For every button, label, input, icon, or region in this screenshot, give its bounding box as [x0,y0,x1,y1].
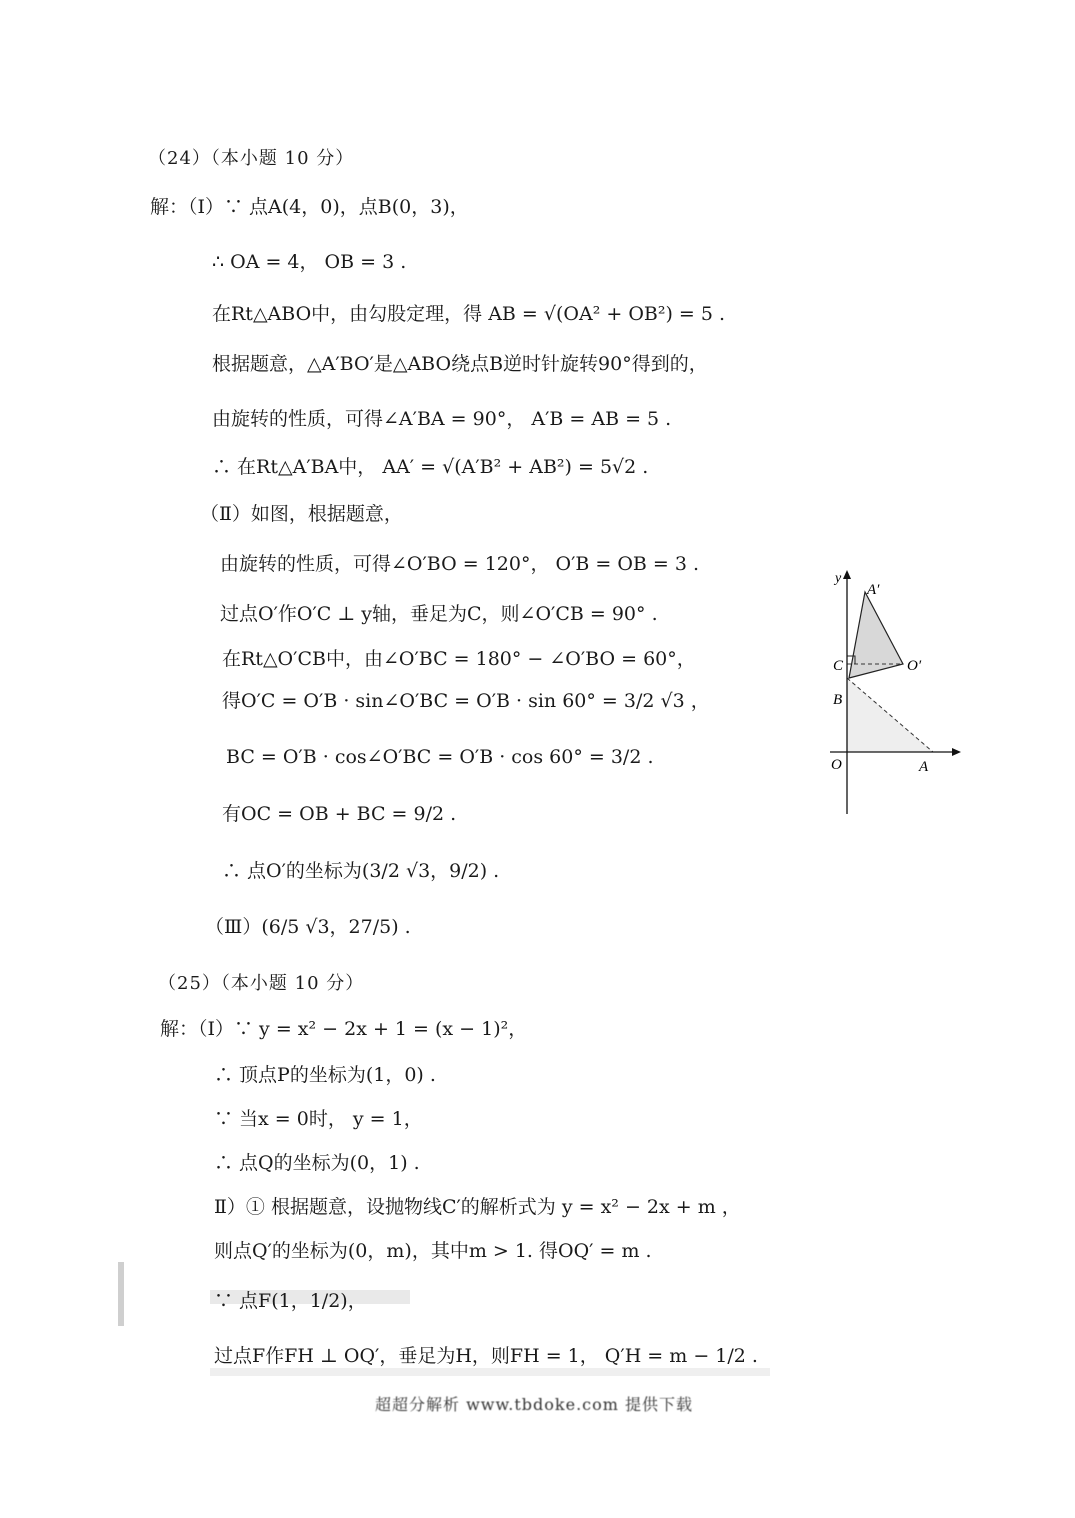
q25-header: （25）（本小题 10 分） [158,973,365,994]
label-a-prime: A′ [867,582,880,598]
q25-line-8: 过点F作FH ⊥ OQ′，垂足为H，则FH = 1， Q′H = m − 1/2 . [214,1345,758,1367]
label-y: y [835,571,842,586]
q25-line-3: ∵ 当x = 0时， y = 1， [214,1108,423,1130]
label-o: O [831,757,842,773]
label-a: A [919,759,929,775]
q25-line-7: ∵ 点F(1，1/2)， [214,1290,367,1312]
q24-line-2: ∴ OA = 4， OB = 3 . [212,251,407,273]
scan-shadow-left-edge [118,1262,124,1326]
q24-header: （24）（本小题 10 分） [148,148,355,169]
q24-line-14: ∴ 点O′的坐标为(3/2 √3，9/2) . [222,860,500,882]
q24-line-4: 根据题意，△A′BO′是△ABO绕点B逆时针旋转90°得到的， [212,353,708,375]
q24-line-7: （Ⅱ）如图，根据题意， [200,503,403,525]
x-axis-arrow [952,748,961,756]
q24-line-1 [150,198,469,217]
triangle-a-prime-b-o-prime [849,592,903,678]
q24-line-6: ∴ 在Rt△A′BA中， AA′ = √(A′B² + AB²) = 5√2 . [212,456,649,478]
q25-line-5: Ⅱ）① 根据题意，设抛物线C′的解析式为 y = x² − 2x + m ， [214,1196,741,1218]
label-b: B [833,692,843,708]
q24-line-10: 在Rt△O′CB中，由∠O′BC = 180° − ∠O′BO = 60°， [222,648,696,670]
page-footer: 超超分解析 www.tbdoke.com 提供下载 [375,1395,694,1414]
q25-line-1: 解：（Ⅰ）∵ y = x² − 2x + 1 = (x − 1)²， [160,1018,528,1040]
coordinate-figure [825,570,965,830]
q24-line-15: （Ⅲ）(6/5 √3，27/5) . [205,916,411,938]
q24-line-13: 有OC = OB + BC = 9/2 . [222,803,457,825]
q24-line-9: 过点O′作O′C ⊥ y轴，垂足为C，则∠O′CB = 90° . [220,603,658,625]
scan-shadow-lower-band [210,1368,770,1376]
q25-line-4: ∴ 点Q的坐标为(0，1) . [214,1152,420,1174]
q24-line-3: 在Rt△ABO中，由勾股定理，得 AB = √(OA² + OB²) = 5 . [212,303,726,325]
y-axis-arrow [843,570,851,579]
q24-line-11: 得O′C = O′B · sin∠O′BC = O′B · sin 60° = 3/2 √3 ， [222,690,710,712]
q25-line-6: 则点Q′的坐标为(0，m)，其中m > 1. 得OQ′ = m . [214,1240,652,1262]
q24-line-12: BC = O′B · cos∠O′BC = O′B · cos 60° = 3/2 . [226,746,654,768]
q24-line-8: 由旋转的性质，可得∠O′BO = 120°， O′B = OB = 3 . [220,553,700,575]
q24-line-5: 由旋转的性质，可得∠A′BA = 90°， A′B = AB = 5 . [212,408,672,430]
q24-line-1-text: 解：（Ⅰ）∵ 点A(4，0)，点B(0，3)， [150,196,469,218]
label-o-prime: O′ [907,658,922,674]
q25-line-2: ∴ 顶点P的坐标为(1，0) . [214,1064,436,1086]
label-c: C [833,658,844,674]
